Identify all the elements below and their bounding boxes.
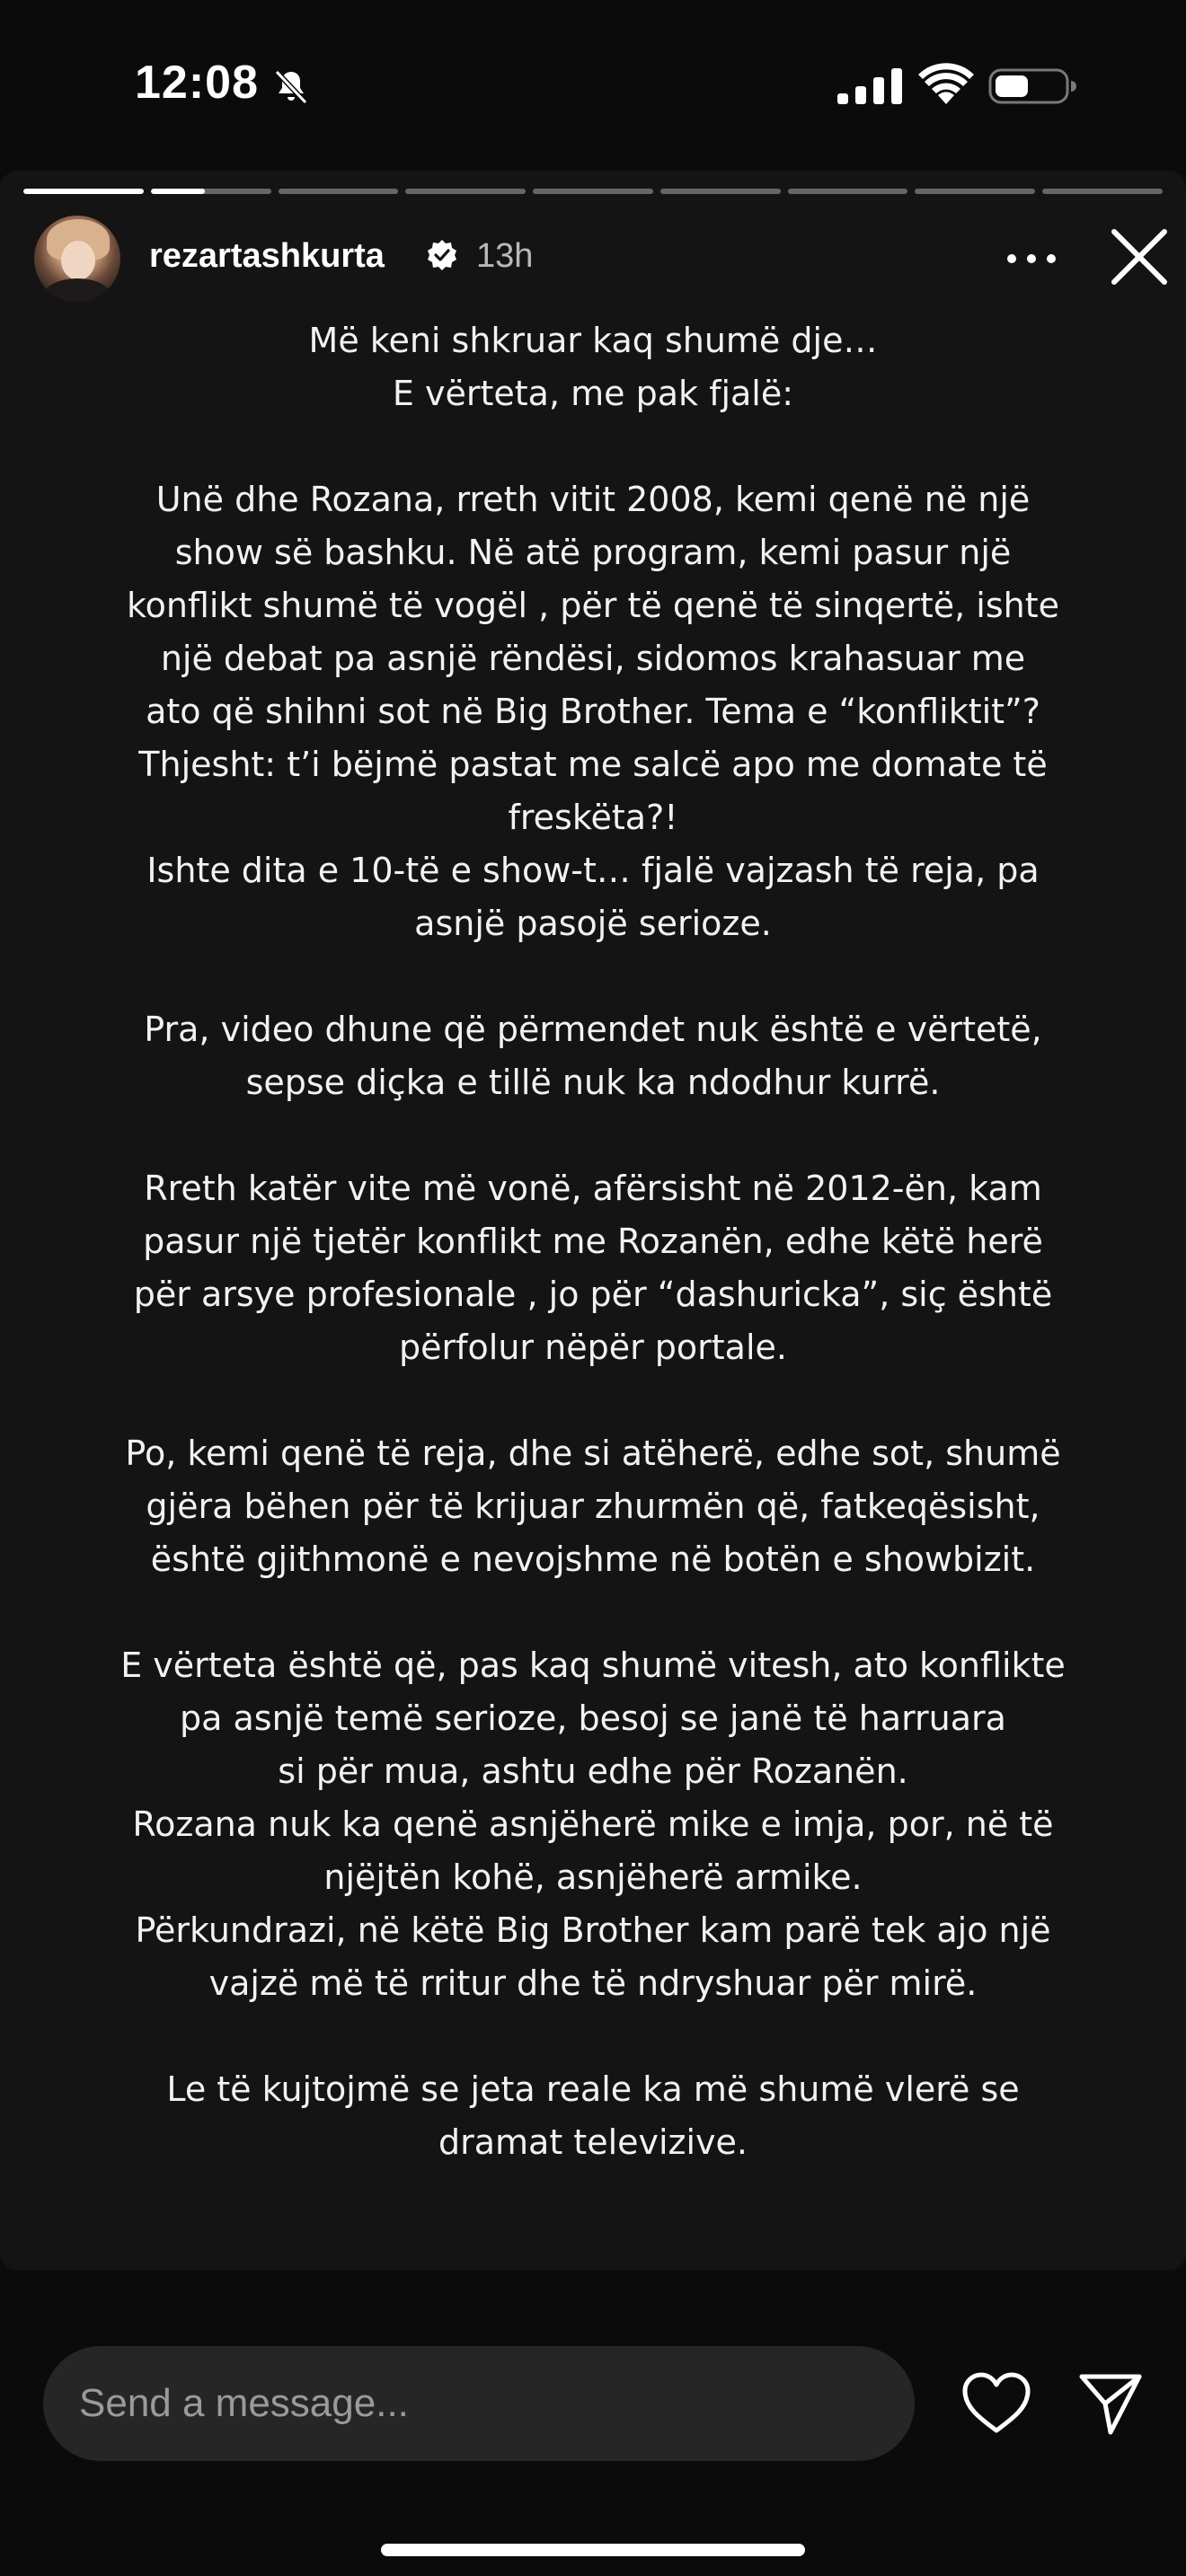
- story-text-line: Thjesht: t’i bëjmë pastat me salcë apo me domate të: [138, 745, 1048, 784]
- battery-icon: [988, 66, 1078, 106]
- story-text-line: asnjë pasojë serioze.: [414, 904, 772, 943]
- avatar[interactable]: [34, 216, 120, 302]
- story-text-line: për arsye profesionale , jo për “dashuricka”, siç është: [133, 1275, 1053, 1314]
- bell-off-icon: [271, 66, 311, 106]
- wifi-icon: [918, 63, 974, 106]
- story-text-line: konflikt shumë të vogël , për të qenë të sinqertë, ishte: [127, 586, 1059, 625]
- story-text-line: Më keni shkruar kaq shumë dje…: [308, 321, 878, 360]
- story-text-line: sepse diçka e tillë nuk ka ndodhur kurrë.: [245, 1063, 941, 1102]
- story-paragraph: [54, 1003, 1132, 1109]
- story-text-line: Pra, video dhune që përmendet nuk është e vërtetë,: [144, 1010, 1042, 1049]
- message-input[interactable]: [43, 2346, 915, 2461]
- story-text-line: pasur një tjetër konflikt me Rozanën, edhe këtë herë: [143, 1222, 1043, 1261]
- story-text-line: E vërteta, me pak fjalë:: [392, 374, 794, 413]
- story-text-line: njëjtën kohë, asnjëherë armike.: [323, 1857, 863, 1897]
- story-text-line: pa asnjë temë serioze, besoj se janë të harruara: [180, 1698, 1006, 1738]
- close-icon[interactable]: [1103, 221, 1175, 293]
- story-text-line: Rreth katër vite më vonë, afërsisht në 2012-ën, kam: [144, 1169, 1042, 1208]
- home-indicator[interactable]: [381, 2544, 805, 2556]
- story-text-line: dramat televizive.: [438, 2122, 748, 2162]
- message-composer: [0, 2271, 1186, 2576]
- progress-segment: [533, 189, 653, 194]
- post-time: 13h: [476, 237, 534, 275]
- story-paragraph: [54, 314, 1132, 420]
- story-paragraph: [54, 1427, 1132, 1586]
- story-text-line: Ishte dita e 10-të e show-t… fjalë vajzash të reja, pa: [146, 851, 1040, 890]
- story-paragraph: [54, 1639, 1132, 2010]
- story-text-line: përfolur nëpër portale.: [399, 1328, 787, 1367]
- username[interactable]: rezartashkurta: [149, 237, 385, 275]
- avatar-face: [61, 241, 95, 280]
- story-text: [54, 314, 1132, 2222]
- story-text-line: E vërteta është që, pas kaq shumë vitesh, ato konflikte: [120, 1645, 1066, 1685]
- story-text-line: një debat pa asnjë rëndësi, sidomos krahasuar me: [160, 639, 1026, 678]
- story-paragraph: [54, 2063, 1132, 2169]
- heart-icon[interactable]: [961, 2371, 1031, 2436]
- story-card[interactable]: [0, 171, 1186, 2271]
- story-text-line: Po, kemi qenë të reja, dhe si atëherë, edhe sot, shumë: [125, 1434, 1061, 1473]
- status-bar: [0, 0, 1186, 171]
- story-text-line: gjëra bëhen për të krijuar zhurmën që, fatkeqësisht,: [146, 1486, 1040, 1526]
- story-text-line: si për mua, ashtu edhe për Rozanën.: [278, 1751, 908, 1791]
- story-text-line: vajzë më të rritur dhe të ndryshuar për mirë.: [208, 1963, 978, 2003]
- story-paragraph: [54, 473, 1132, 950]
- progress-segment: [915, 189, 1035, 194]
- progress-segment-fill: [23, 189, 144, 194]
- story-text-line: Unë dhe Rozana, rreth vitit 2008, kemi qenë në një: [155, 480, 1031, 519]
- story-text-line: Përkundrazi, në këtë Big Brother kam parë tek ajo një: [135, 1910, 1051, 1950]
- story-text-line: ato që shihni sot në Big Brother. Tema e “konfliktit”?: [146, 692, 1040, 731]
- send-icon[interactable]: [1076, 2369, 1145, 2438]
- progress-segment: [405, 189, 526, 194]
- progress-segment: [788, 189, 908, 194]
- story-text-line: është gjithmonë e nevojshme në botën e showbizit.: [150, 1539, 1036, 1579]
- progress-segment: [151, 189, 271, 194]
- verified-badge-icon: [426, 239, 458, 271]
- more-options-icon[interactable]: [1003, 248, 1060, 269]
- status-time: 12:08: [135, 57, 259, 109]
- story-text-line: Le të kujtojmë se jeta reale ka më shumë vlerë se: [166, 2069, 1020, 2109]
- story-header: [34, 216, 1157, 305]
- story-progress-bar: [23, 189, 1163, 194]
- progress-segment: [660, 189, 781, 194]
- signal-icon: [837, 68, 902, 104]
- progress-segment: [1042, 189, 1163, 194]
- progress-segment: [279, 189, 399, 194]
- story-text-line: freskëta?!: [508, 798, 678, 837]
- progress-segment: [23, 189, 144, 194]
- story-paragraph: [54, 1162, 1132, 1374]
- progress-segment-fill: [151, 189, 205, 194]
- story-text-line: Rozana nuk ka qenë asnjëherë mike e imja, por, në të: [132, 1804, 1054, 1844]
- story-text-line: show së bashku. Në atë program, kemi pasur një: [174, 533, 1012, 572]
- avatar-body: [43, 278, 111, 302]
